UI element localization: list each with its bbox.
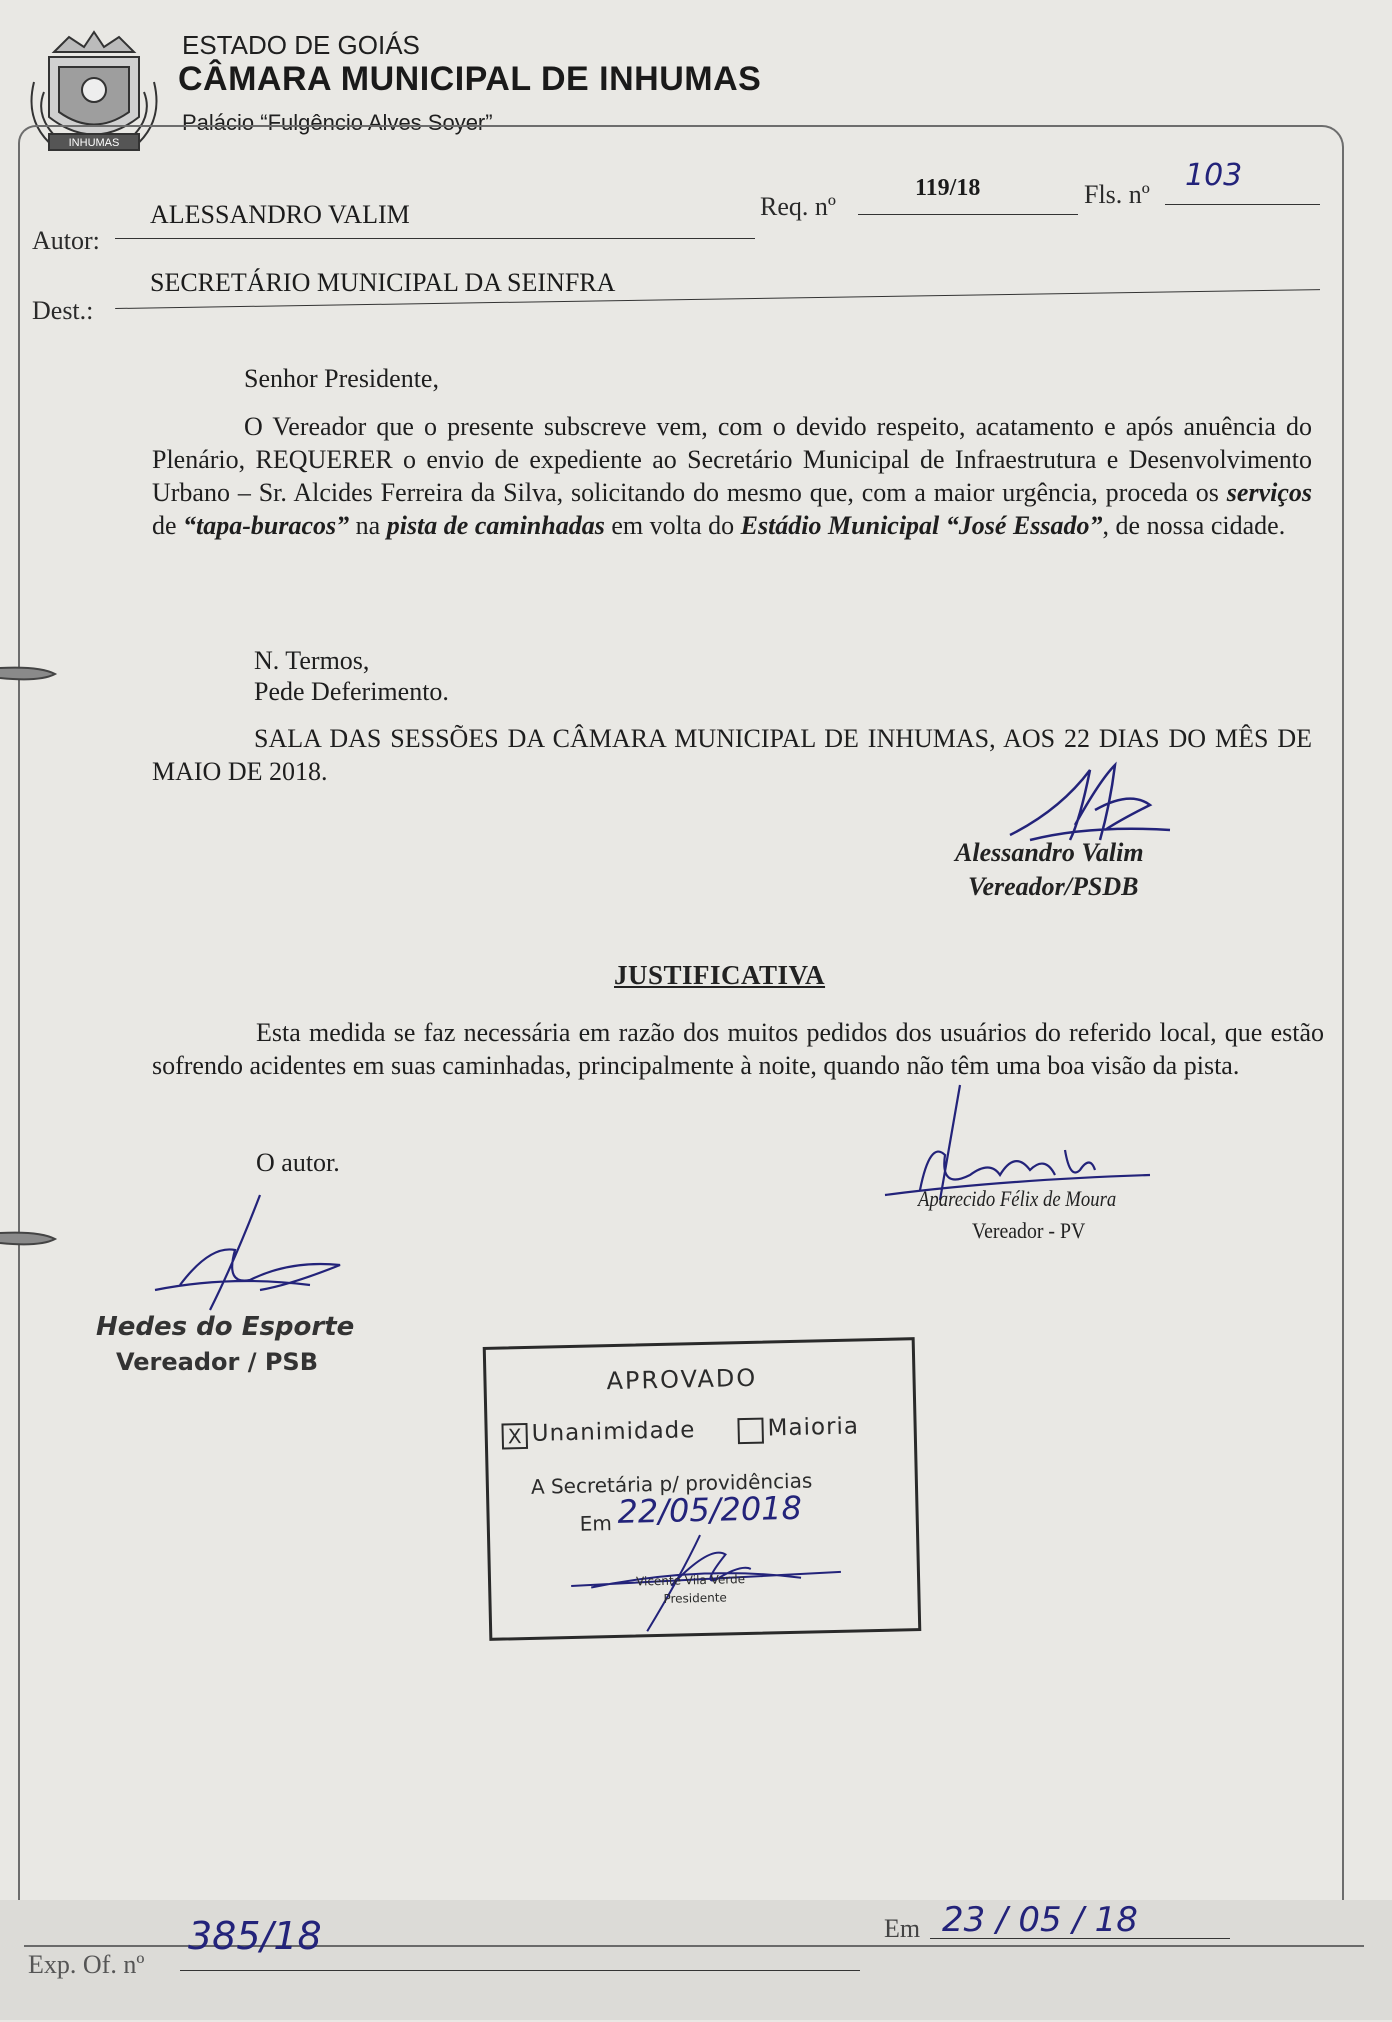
footer-em-label: Em xyxy=(884,1914,921,1943)
author-label: Autor: xyxy=(32,226,100,255)
binder-ring-top xyxy=(0,660,60,686)
stamp-sig-role: Presidente xyxy=(663,1590,727,1606)
closing-termos: N. Termos, xyxy=(254,646,370,675)
footer-em-value: 23 / 05 / 18 xyxy=(942,1900,1138,1940)
request-text-a: O Vereador que o presente subscreve vem, com o devido respeito, acatamento e após anuência do Plenário, REQUERER o envio de expediente ao Secretário Municipal de Infraestrutura e Desenvolvimento Urbano – Sr. Alcides Ferreira da Silva, solicitando do mesmo que, com a maior urgência, proceda os xyxy=(152,412,1312,507)
signer-main-name: Alessandro Valim xyxy=(955,838,1144,867)
request-paragraph xyxy=(152,410,1312,542)
fls-label: Fls. nº xyxy=(1084,180,1150,209)
approval-stamp xyxy=(483,1337,922,1641)
stamp-option-maioria: Maioria xyxy=(767,1413,860,1442)
author-value: ALESSANDRO VALIM xyxy=(150,200,410,229)
justification-text: Esta medida se faz necessária em razão dos muitos pedidos dos usuários do referido local, que estão sofrendo acidentes em suas caminhadas, principalmente à noite, quando não têm uma boa visão da pista. xyxy=(152,1018,1324,1080)
justification-author: O autor. xyxy=(256,1148,340,1177)
stamp-title: APROVADO xyxy=(606,1363,758,1396)
req-label: Req. nº xyxy=(760,192,836,221)
request-text-e: na xyxy=(349,511,387,540)
stamp-checkbox-maioria xyxy=(737,1418,764,1445)
stamp-providencias: A Secretária p/ providências xyxy=(530,1468,813,1499)
signer-right-name: Aparecido Félix de Moura xyxy=(918,1186,1117,1211)
signer-right-role: Vereador - PV xyxy=(972,1218,1086,1243)
footer-exp-label: Exp. Of. nº xyxy=(28,1950,145,1979)
stamp-sig-name: Vicente Vila Verde xyxy=(635,1572,746,1589)
closing-deferimento: Pede Deferimento. xyxy=(254,677,449,706)
stamp-option-unanimidade: Unanimidade xyxy=(531,1417,696,1447)
stamp-date-value: 22/05/2018 xyxy=(617,1488,803,1531)
sala-sessoes: SALA DAS SESSÕES DA CÂMARA MUNICIPAL DE INHUMAS, AOS 22 DIAS DO MÊS DE MAIO DE 2018. xyxy=(152,724,1312,786)
request-text-i: , de nossa cidade. xyxy=(1102,511,1286,540)
request-pista: pista de caminhadas xyxy=(386,511,605,540)
header-chamber: CÂMARA MUNICIPAL DE INHUMAS xyxy=(178,60,762,98)
request-estadio: Estádio Municipal “José Essado” xyxy=(740,511,1103,540)
salutation: Senhor Presidente, xyxy=(244,364,439,393)
header-state: ESTADO DE GOIÁS xyxy=(182,30,420,60)
fls-value: 103 xyxy=(1185,158,1243,193)
coat-banner-text: INHUMAS xyxy=(68,137,120,149)
request-text-g: em volta do xyxy=(604,511,741,540)
stamp-date-label: Em xyxy=(579,1511,613,1536)
signature-hedes-scribble xyxy=(140,1190,350,1320)
dest-value: SECRETÁRIO MUNICIPAL DA SEINFRA xyxy=(150,268,616,297)
signer-left-role: Vereador / PSB xyxy=(116,1348,318,1376)
req-value: 119/18 xyxy=(915,175,981,201)
justification-title: JUSTIFICATIVA xyxy=(614,960,826,990)
stamp-checkbox-unanimidade: X xyxy=(501,1423,528,1450)
signer-main-role: Vereador/PSDB xyxy=(968,872,1139,901)
request-text-c: de xyxy=(152,511,184,540)
binder-ring-bottom xyxy=(0,1225,60,1251)
header-palace: Palácio “Fulgêncio Alves Soyer” xyxy=(182,110,493,135)
footer-exp-value: 385/18 xyxy=(188,1914,322,1958)
request-services: serviços xyxy=(1226,478,1312,507)
signer-left-name: Hedes do Esporte xyxy=(96,1312,355,1342)
dest-label: Dest.: xyxy=(32,296,94,325)
request-tapa-buracos: “tapa-buracos” xyxy=(183,511,350,540)
